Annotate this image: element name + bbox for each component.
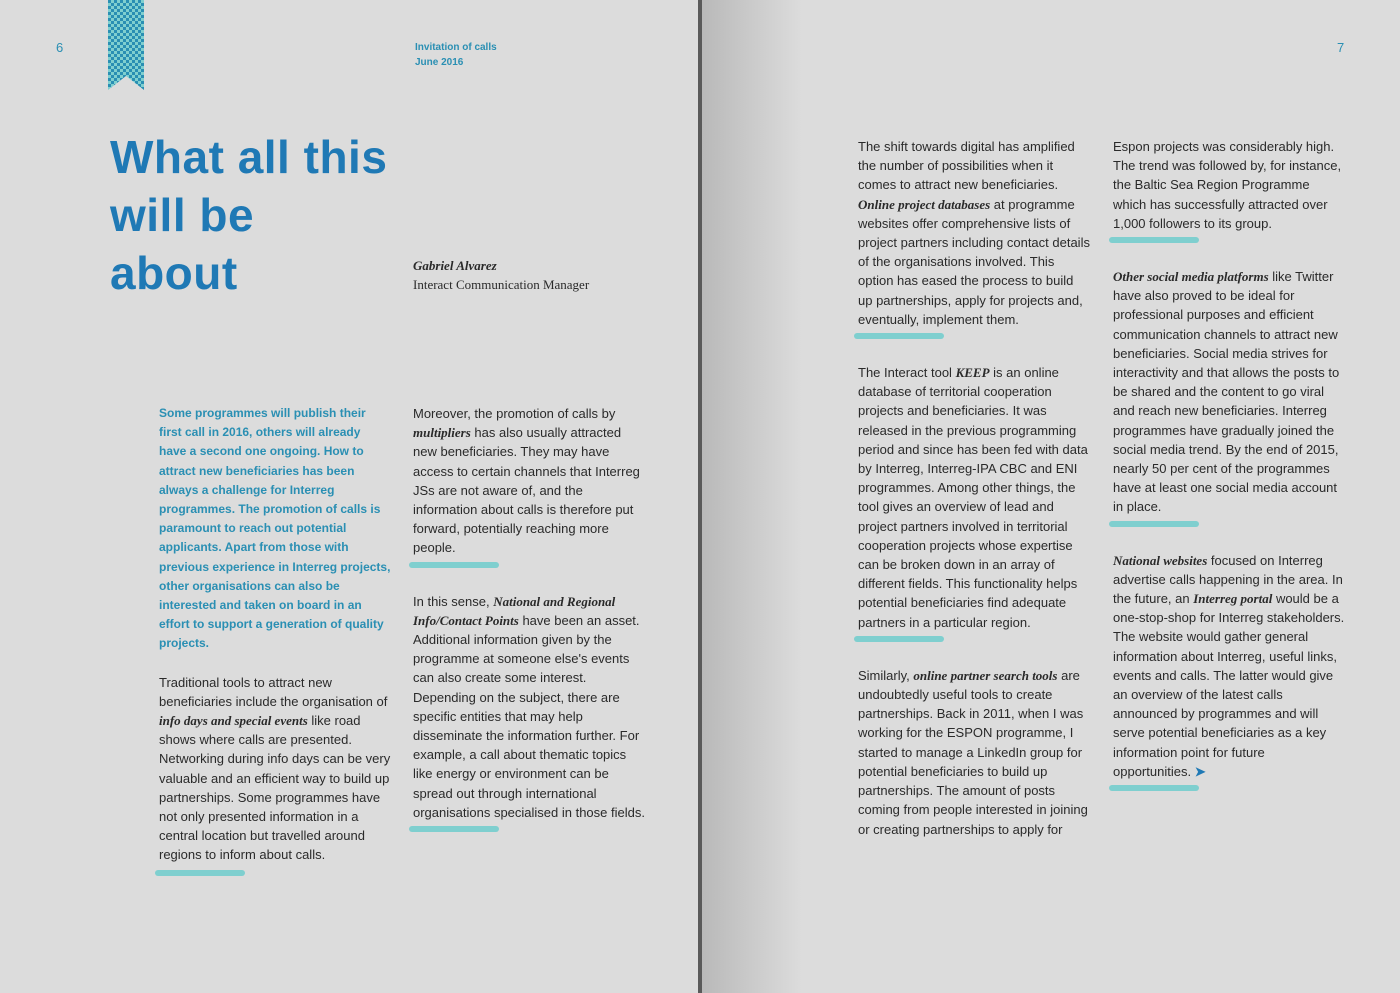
paragraph: Moreover, the promotion of calls by multipliers has also usually attracted new beneficiaries. They may have access to certain channels that Interreg JSs are not aware of, and the information about calls is therefore put forward, potentially reaching more people. [413, 406, 640, 556]
column-1 [159, 404, 391, 900]
paragraph: The Interact tool KEEP is an online database of territorial cooperation projects and beneficiaries. It was released in the previous programming period and since has been fed with data by Interreg, Interreg-IPA CBC and ENI programmes. Among other things, the tool gives an overview of lead and project partners involved in territorial cooperation projects whose expertise can be broken down in an array of different fields. This functionality helps potential beneficiaries find adequate partners in a particular region. [858, 365, 1088, 630]
paragraph: In this sense, National and Regional Info/Contact Points have been an asset. Additional information given by the programme at someone else's events can also create some interest. Depending on the subject, there are specific entities that may help disseminate the information further. For example, a call about thematic topics like energy or environment can be spread out through international organisations specialised in those fields. [413, 593, 645, 820]
page-number-left: 6 [56, 40, 64, 55]
author-role: Interact Communication Manager [413, 277, 590, 292]
book-gutter [698, 0, 702, 993]
header-date: June 2016 [415, 57, 464, 68]
lead-paragraph: Some programmes will publish their first call in 2016, others will already have a second one ongoing. How to attract new beneficiaries has been always a challenge for Interreg programmes. The promotion of calls is paramount to reach out potential applicants. Apart from those with previous experience in Interreg projects, other organisations can also be interested and taken on board in an effort to support a generation of quality projects. [159, 406, 391, 651]
section-marker [1109, 237, 1199, 243]
section-marker [155, 870, 245, 876]
paragraph: Similarly, online partner search tools are undoubtedly useful tools to create partnerships. Back in 2011, when I was working for the ESPON programme, I started to manage a LinkedIn group for potential beneficiaries to build up partnerships. The amount of posts coming from people interested in joining or creating partnerships to apply for [858, 667, 1088, 837]
running-header [415, 40, 497, 70]
section-marker [409, 562, 499, 568]
author-name: Gabriel Alvarez [413, 258, 497, 273]
column-3 [858, 137, 1090, 858]
paragraph: Other social media platforms like Twitter have also proved to be ideal for professional purposes and efficient communication channels to attract new beneficiaries. Social media strives for interactivity and that allows the posts to be shared and the content to go viral and reach new beneficiaries. Interreg programmes have gradually joined the social media trend. By the end of 2015, nearly 50 per cent of the programmes have at least one social media account in place. [1113, 269, 1340, 515]
paragraph: Espon projects was considerably high. The trend was followed by, for instance, the Baltic Sea Region Programme which has successfully attracted over 1,000 followers to its group. [1113, 139, 1342, 231]
bookmark-ribbon-icon [108, 0, 144, 90]
paragraph: The shift towards digital has amplified the number of possibilities when it comes to attract new beneficiaries. Online project databases at programme websites offer comprehensive lists of project partners including contact details of the organisations involved. This option has eased the process to build up partnerships, apply for projects and, eventually, implement them. [858, 139, 1090, 327]
header-publication: Invitation of calls [415, 42, 497, 53]
article-title: What all this will be about [110, 131, 388, 299]
paragraph: Traditional tools to attract new beneficiaries include the organisation of info days and special events like road shows where calls are presented. Networking during info days can be very valuable and an efficient way to build up partnerships. Some programmes have not only presented information in a central location but travelled around regions to inform about calls. [159, 674, 391, 863]
section-marker [1109, 785, 1199, 791]
section-marker [854, 333, 944, 339]
section-marker [854, 636, 944, 642]
column-2 [413, 404, 645, 856]
gutter-shadow [702, 0, 802, 993]
paragraph: National websites focused on Interreg advertise calls happening in the area. In the future, an Interreg portal would be a one-stop-shop for Interreg stakeholders. The website would gather general information about Interreg, useful links, events and calls. The latter would give an overview of the latest calls announced by programmes and will serve potential beneficiaries as a key information point for future opportunities. ➤ [1113, 552, 1345, 779]
author-block [413, 256, 589, 294]
section-marker [1109, 521, 1199, 527]
page-number-right: 7 [1337, 40, 1345, 55]
end-arrow-icon: ➤ [1194, 763, 1206, 779]
section-marker [409, 826, 499, 832]
column-4 [1113, 137, 1345, 815]
